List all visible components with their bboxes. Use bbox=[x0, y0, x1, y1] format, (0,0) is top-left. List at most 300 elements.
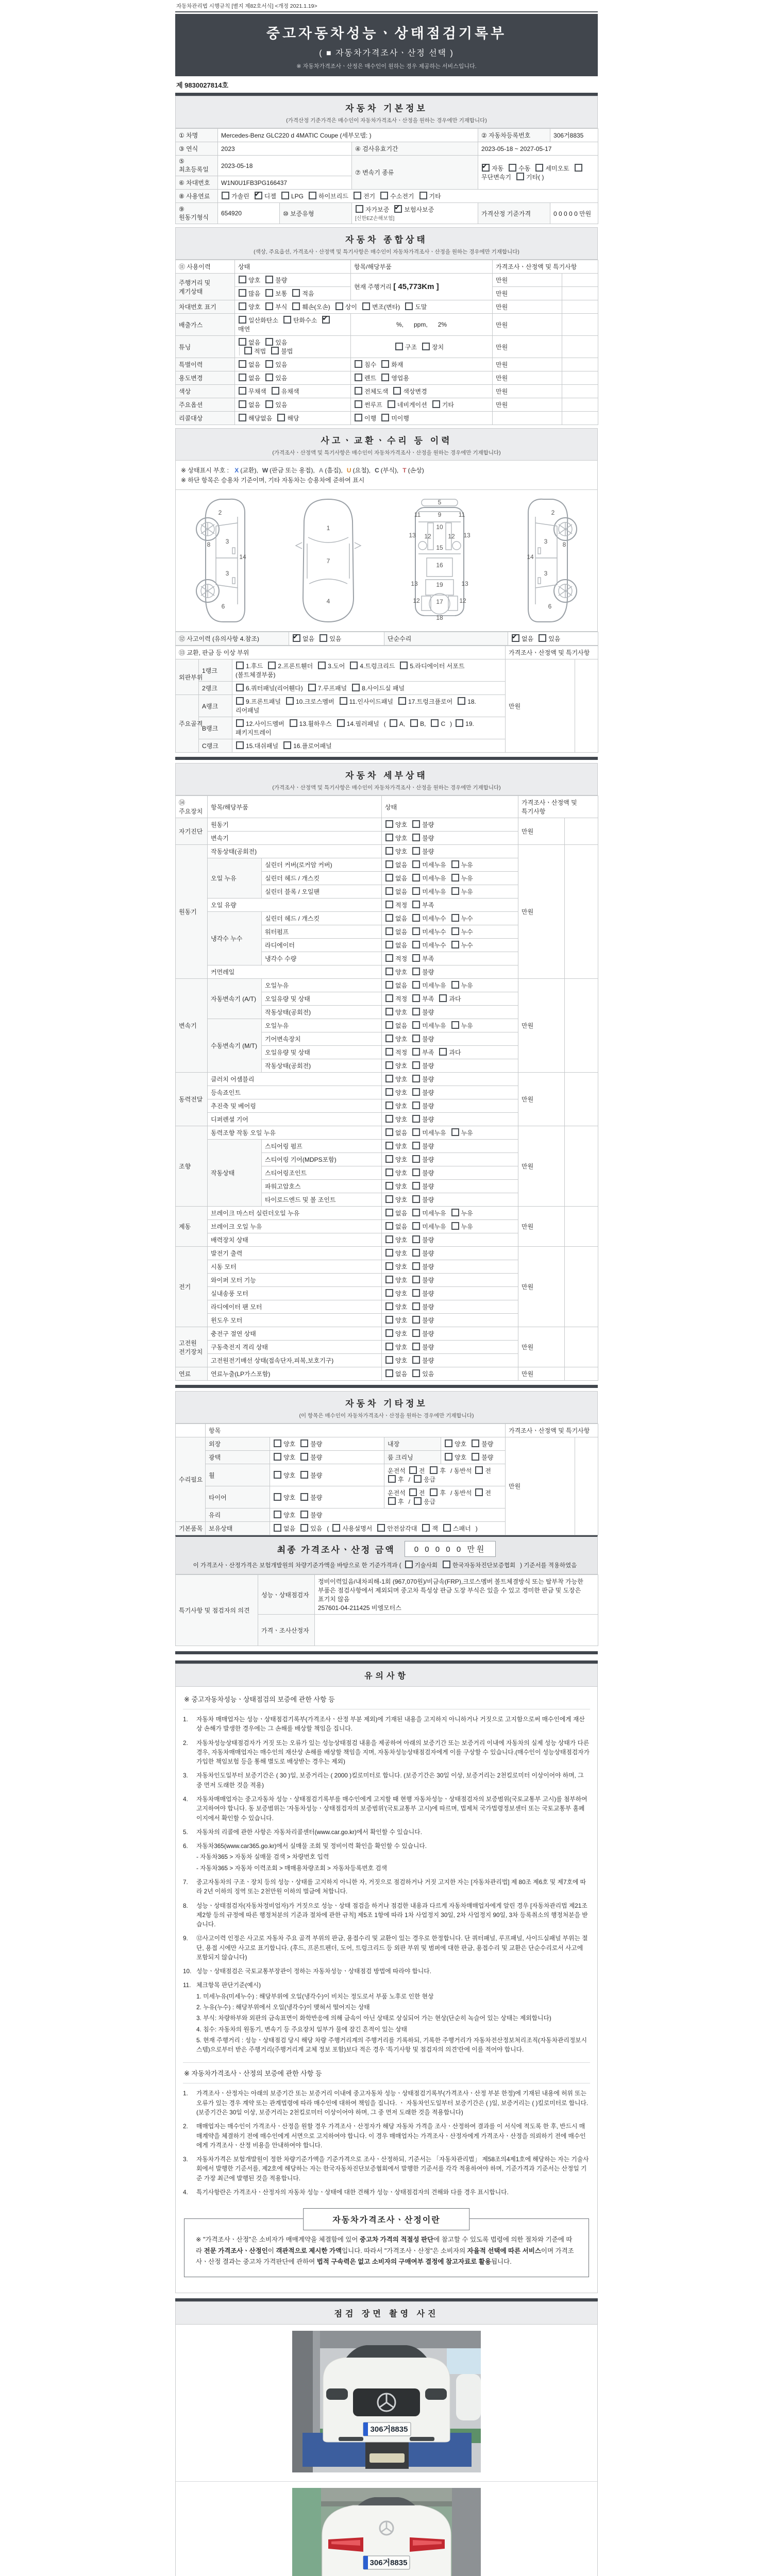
checkbox[interactable] bbox=[412, 1302, 420, 1310]
checkbox[interactable] bbox=[414, 1475, 422, 1483]
appraiser-remarks bbox=[315, 1615, 598, 1646]
inspection-item-options bbox=[382, 818, 518, 832]
checkbox[interactable] bbox=[385, 1168, 393, 1176]
checkbox[interactable] bbox=[385, 1128, 393, 1136]
checkbox[interactable] bbox=[419, 192, 427, 199]
checkbox[interactable] bbox=[409, 1488, 417, 1496]
checkbox-label: 누유 bbox=[461, 1129, 473, 1137]
checkbox[interactable] bbox=[412, 1035, 420, 1042]
checkbox[interactable] bbox=[451, 860, 459, 868]
legend-symbol: A bbox=[318, 467, 324, 474]
checkbox-label: 수동 bbox=[518, 164, 531, 172]
checkbox[interactable] bbox=[385, 1155, 393, 1163]
checkbox[interactable] bbox=[239, 387, 246, 395]
checkbox-label: 변조(변타) bbox=[372, 303, 400, 311]
checkbox[interactable] bbox=[265, 400, 273, 408]
checkbox[interactable] bbox=[412, 1249, 420, 1257]
checkbox[interactable] bbox=[308, 684, 316, 691]
checkbox[interactable] bbox=[412, 1209, 420, 1216]
checkbox[interactable] bbox=[385, 1035, 393, 1042]
checkbox[interactable] bbox=[322, 316, 330, 324]
checkbox[interactable] bbox=[385, 1209, 393, 1216]
notice-item-number: 6. bbox=[183, 1842, 188, 1850]
checkbox[interactable] bbox=[385, 1302, 393, 1310]
checkbox-label: 12.사이드멤버 bbox=[246, 720, 284, 727]
checkbox[interactable] bbox=[239, 400, 246, 408]
diagram-part-number: 18 bbox=[436, 614, 443, 621]
checkbox[interactable] bbox=[274, 1439, 281, 1447]
checkbox[interactable] bbox=[575, 164, 582, 172]
checkbox[interactable] bbox=[539, 634, 546, 642]
section-other-title: 자동차 기타정보 bbox=[345, 1399, 428, 1409]
diagram-part-number: 2 bbox=[218, 509, 222, 516]
inspection-item-options bbox=[382, 832, 518, 845]
checkbox[interactable] bbox=[385, 820, 393, 828]
checkbox[interactable] bbox=[380, 192, 388, 199]
checkbox[interactable] bbox=[451, 874, 459, 882]
checkbox[interactable] bbox=[290, 719, 297, 727]
checkbox[interactable] bbox=[385, 981, 393, 989]
notice-item bbox=[183, 2089, 590, 2117]
checkbox-label: 기타 bbox=[442, 401, 454, 409]
checkbox[interactable] bbox=[482, 164, 490, 172]
checkbox[interactable] bbox=[412, 914, 420, 922]
checkbox-label: 과다 bbox=[449, 995, 461, 1003]
checkbox[interactable] bbox=[385, 1008, 393, 1015]
checkbox[interactable] bbox=[412, 1142, 420, 1149]
checkbox[interactable] bbox=[512, 634, 519, 642]
mileage-note bbox=[562, 274, 598, 287]
notice-item-number: 2. bbox=[183, 2123, 188, 2130]
checkbox[interactable] bbox=[309, 192, 316, 199]
checkbox[interactable] bbox=[385, 1343, 393, 1350]
inspection-photos bbox=[175, 2325, 598, 2576]
checkbox[interactable] bbox=[239, 374, 246, 381]
checkbox[interactable] bbox=[509, 164, 516, 172]
checkbox[interactable] bbox=[412, 1235, 420, 1243]
checkbox[interactable] bbox=[286, 697, 294, 705]
odometer-note bbox=[562, 287, 598, 300]
checkbox-label: 응급 bbox=[423, 1498, 436, 1505]
group-price: 만원 bbox=[518, 1327, 565, 1367]
checkbox[interactable] bbox=[456, 719, 463, 727]
checkbox[interactable] bbox=[412, 1075, 420, 1082]
checkbox[interactable] bbox=[458, 697, 465, 705]
inspection-item-label: 배력장치 상태 bbox=[208, 1233, 382, 1247]
rank2-label: 2랭크 bbox=[199, 682, 232, 695]
checkbox[interactable] bbox=[451, 981, 459, 989]
checkbox[interactable] bbox=[268, 662, 276, 669]
checkbox[interactable] bbox=[412, 1021, 420, 1029]
inspection-item-options bbox=[382, 1126, 518, 1140]
checkbox-label: 유채색 bbox=[281, 388, 299, 395]
checkbox-label: 후 bbox=[398, 1476, 404, 1483]
checkbox[interactable] bbox=[355, 414, 362, 421]
checkbox-label: 후 bbox=[440, 1467, 446, 1475]
checkbox[interactable] bbox=[388, 1475, 396, 1483]
checkbox[interactable] bbox=[412, 968, 420, 975]
checkbox[interactable] bbox=[412, 1182, 420, 1190]
license-plate-front: 306거8835 bbox=[370, 2425, 408, 2434]
other-price-header: 가격조사ㆍ산정액 및 특기사항 bbox=[506, 1424, 598, 1437]
emission-label: 배출가스 bbox=[176, 314, 235, 336]
checkbox[interactable] bbox=[393, 387, 401, 395]
checkbox[interactable] bbox=[300, 1511, 308, 1518]
rank1-options bbox=[232, 659, 506, 682]
checkbox[interactable] bbox=[385, 1235, 393, 1243]
checkbox[interactable] bbox=[385, 1142, 393, 1149]
checkbox[interactable] bbox=[451, 1209, 459, 1216]
checkbox[interactable] bbox=[516, 173, 524, 180]
checkbox[interactable] bbox=[412, 901, 420, 908]
checkbox[interactable] bbox=[293, 634, 300, 642]
checkbox[interactable] bbox=[451, 941, 459, 948]
checkbox[interactable] bbox=[239, 360, 246, 368]
checkbox-label: 누유 bbox=[461, 875, 473, 882]
notice-item bbox=[183, 1715, 590, 1734]
checkbox[interactable] bbox=[300, 1439, 308, 1447]
checkbox[interactable] bbox=[236, 684, 244, 691]
option-text: / bbox=[408, 1476, 410, 1483]
checkbox[interactable] bbox=[335, 302, 343, 310]
checkbox-label: 하이브리드 bbox=[318, 193, 348, 200]
checkbox-label: 16.플로어패널 bbox=[293, 742, 332, 750]
checkbox[interactable] bbox=[236, 662, 244, 669]
checkbox[interactable] bbox=[412, 1316, 420, 1324]
checkbox-label: 해당 bbox=[287, 415, 299, 422]
first-reg-label: ⑤ 최초등록일 bbox=[176, 156, 218, 176]
checkbox[interactable] bbox=[385, 1369, 393, 1377]
checkbox-label: 불량 bbox=[275, 277, 288, 284]
checkbox[interactable] bbox=[412, 834, 420, 841]
section-other-note: (이 항목은 매수인이 자동차가격조사ㆍ산정을 원하는 경우에만 기재합니다) bbox=[299, 1413, 474, 1419]
legend-symbol: X bbox=[234, 467, 239, 474]
checkbox[interactable] bbox=[412, 1276, 420, 1283]
interior-options bbox=[441, 1437, 506, 1451]
inspection-item-label: 오일누유 bbox=[262, 979, 382, 992]
checkbox[interactable] bbox=[236, 741, 244, 749]
checkbox[interactable] bbox=[445, 1453, 452, 1461]
checkbox[interactable] bbox=[236, 697, 244, 705]
checkbox[interactable] bbox=[412, 860, 420, 868]
checkbox[interactable] bbox=[283, 741, 291, 749]
checkbox[interactable] bbox=[277, 414, 285, 421]
checkbox[interactable] bbox=[385, 1101, 393, 1109]
section-basic-note: (가격산정 기준가격은 매수인이 자동차가격조사ㆍ산정을 원하는 경우에만 기재합니다) bbox=[286, 117, 487, 124]
checkbox[interactable] bbox=[385, 1249, 393, 1257]
checkbox[interactable] bbox=[318, 662, 326, 669]
checkbox[interactable] bbox=[244, 347, 252, 354]
checkbox[interactable] bbox=[412, 1262, 420, 1270]
checkbox[interactable] bbox=[451, 927, 459, 935]
checkbox[interactable] bbox=[385, 968, 393, 975]
group-price-note bbox=[565, 1367, 598, 1381]
checkbox[interactable] bbox=[385, 1329, 393, 1337]
section-basic-title: 자동차 기본정보 bbox=[345, 104, 428, 113]
checkbox[interactable] bbox=[274, 1471, 281, 1479]
notice-item bbox=[183, 1794, 590, 1823]
checkbox[interactable] bbox=[409, 1466, 417, 1474]
checkbox[interactable] bbox=[475, 1466, 483, 1474]
checkbox[interactable] bbox=[356, 205, 363, 213]
checkbox[interactable] bbox=[451, 887, 459, 895]
checkbox[interactable] bbox=[412, 954, 420, 962]
checkbox-label: 없음 bbox=[395, 982, 408, 989]
checkbox-label: 2.프론트휀더 bbox=[278, 663, 313, 670]
checkbox[interactable] bbox=[355, 387, 362, 395]
checkbox[interactable] bbox=[385, 1061, 393, 1069]
checkbox[interactable] bbox=[239, 302, 246, 310]
checkbox[interactable] bbox=[398, 697, 406, 705]
color-note bbox=[562, 385, 598, 398]
checkbox[interactable] bbox=[412, 1128, 420, 1136]
checkbox[interactable] bbox=[385, 1356, 393, 1364]
checkbox[interactable] bbox=[388, 1497, 396, 1505]
checkbox[interactable] bbox=[239, 289, 246, 297]
group-price: 만원 bbox=[518, 1367, 565, 1381]
checkbox[interactable] bbox=[265, 338, 273, 346]
checkbox[interactable] bbox=[352, 684, 360, 691]
checkbox-label: 불량 bbox=[422, 1089, 434, 1096]
checkbox[interactable] bbox=[385, 874, 393, 882]
checkbox[interactable] bbox=[265, 289, 273, 297]
checkbox[interactable] bbox=[405, 1561, 413, 1568]
checkbox[interactable] bbox=[239, 338, 246, 346]
checkbox[interactable] bbox=[265, 360, 273, 368]
checkbox[interactable] bbox=[385, 1289, 393, 1297]
checkbox[interactable] bbox=[432, 400, 440, 408]
checkbox[interactable] bbox=[412, 887, 420, 895]
checkbox[interactable] bbox=[451, 1222, 459, 1230]
main-option-kind-options bbox=[351, 398, 493, 412]
checkbox[interactable] bbox=[385, 1048, 393, 1056]
checkbox[interactable] bbox=[283, 316, 291, 324]
notice-item-number: 10. bbox=[183, 1968, 192, 1975]
checkbox[interactable] bbox=[385, 1021, 393, 1029]
checkbox[interactable] bbox=[385, 927, 393, 935]
checkbox[interactable] bbox=[272, 387, 279, 395]
rank-price: 만원 bbox=[506, 659, 575, 753]
checkbox[interactable] bbox=[390, 719, 397, 727]
checkbox[interactable] bbox=[472, 1439, 479, 1447]
checkbox[interactable] bbox=[412, 1155, 420, 1163]
checkbox[interactable] bbox=[274, 1511, 281, 1518]
checkbox[interactable] bbox=[400, 662, 408, 669]
checkbox[interactable] bbox=[385, 1195, 393, 1203]
notice-item-subtext: 3. 부식: 차량하부와 외판의 금속표면이 화학반응에 의해 금속이 아닌 상태로 상실되어 가는 현상(단순히 녹슬어 있는 상태는 제외합니다) bbox=[196, 2014, 551, 2022]
checkbox[interactable] bbox=[412, 1101, 420, 1109]
checkbox[interactable] bbox=[412, 927, 420, 935]
checkbox[interactable] bbox=[381, 360, 389, 368]
checkbox[interactable] bbox=[239, 414, 246, 421]
checkbox[interactable] bbox=[430, 1488, 438, 1496]
checkbox[interactable] bbox=[412, 1289, 420, 1297]
checkbox[interactable] bbox=[239, 316, 246, 324]
car-diagram-underbody bbox=[396, 496, 483, 625]
checkbox-label: 19.패키지트레이 bbox=[236, 720, 474, 736]
checkbox[interactable] bbox=[451, 1128, 459, 1136]
checkbox[interactable] bbox=[412, 1008, 420, 1015]
checkbox-label: 불량 bbox=[422, 1196, 434, 1204]
checkbox[interactable] bbox=[405, 302, 413, 310]
checkbox[interactable] bbox=[412, 1356, 420, 1364]
checkbox[interactable] bbox=[385, 887, 393, 895]
checkbox[interactable] bbox=[236, 719, 244, 727]
checkbox[interactable] bbox=[412, 874, 420, 882]
checkbox[interactable] bbox=[385, 860, 393, 868]
checkbox[interactable] bbox=[412, 1343, 420, 1350]
checkbox[interactable] bbox=[354, 192, 361, 199]
checkbox[interactable] bbox=[385, 1262, 393, 1270]
checkbox[interactable] bbox=[355, 400, 362, 408]
diagram-part-number: 3 bbox=[544, 570, 548, 577]
checkbox-label: 양호 bbox=[248, 277, 261, 284]
checkbox[interactable] bbox=[381, 374, 389, 381]
checkbox[interactable] bbox=[385, 914, 393, 922]
checkbox[interactable] bbox=[412, 1222, 420, 1230]
checkbox[interactable] bbox=[274, 1453, 281, 1461]
checkbox[interactable] bbox=[535, 164, 543, 172]
checkbox[interactable] bbox=[337, 719, 345, 727]
photo-front bbox=[176, 2325, 597, 2482]
price-box-segment: 이 bbox=[267, 2247, 276, 2255]
checkbox-label: 적법 bbox=[254, 348, 266, 355]
checkbox[interactable] bbox=[385, 1182, 393, 1190]
checkbox-label: 적정 bbox=[395, 1049, 408, 1056]
diagram-part-number: 15 bbox=[436, 544, 443, 551]
checkbox[interactable] bbox=[222, 192, 229, 199]
rankA-options bbox=[232, 695, 506, 717]
checkbox[interactable] bbox=[292, 302, 300, 310]
checkbox[interactable] bbox=[300, 1493, 308, 1501]
checkbox[interactable] bbox=[412, 1369, 420, 1377]
checkbox-label: 불량 bbox=[422, 1143, 434, 1150]
inspector-label: 성능ㆍ상태점검자 bbox=[258, 1575, 315, 1615]
col-detail-state: 상태 bbox=[382, 796, 518, 818]
checkbox-label: 있음 bbox=[275, 401, 288, 409]
checkbox[interactable] bbox=[385, 847, 393, 855]
checkbox[interactable] bbox=[475, 1488, 483, 1496]
checkbox-label: 없음 bbox=[395, 1370, 408, 1378]
checkbox[interactable] bbox=[281, 192, 289, 199]
checkbox[interactable] bbox=[443, 1524, 451, 1532]
checkbox[interactable] bbox=[412, 994, 420, 1002]
checkbox[interactable] bbox=[274, 1493, 281, 1501]
checkbox[interactable] bbox=[445, 1439, 452, 1447]
checkbox[interactable] bbox=[443, 1561, 450, 1568]
checkbox[interactable] bbox=[271, 347, 279, 354]
checkbox[interactable] bbox=[385, 954, 393, 962]
checkbox[interactable] bbox=[414, 1497, 422, 1505]
notice-items-1 bbox=[183, 1715, 590, 2054]
checkbox[interactable] bbox=[255, 192, 262, 199]
checkbox-label: 불량 bbox=[310, 1512, 323, 1519]
checkbox[interactable] bbox=[451, 1021, 459, 1029]
col-device: ⑭ 주요장치 bbox=[176, 796, 208, 818]
checkbox[interactable] bbox=[239, 276, 246, 283]
checkbox[interactable] bbox=[320, 634, 327, 642]
checkbox[interactable] bbox=[439, 1048, 447, 1056]
wheel-options bbox=[270, 1464, 384, 1486]
final-price-label: 최종 가격조사ㆍ산정 금액 bbox=[277, 1545, 395, 1555]
checkbox[interactable] bbox=[350, 662, 358, 669]
checkbox[interactable] bbox=[274, 1524, 281, 1532]
checkbox[interactable] bbox=[355, 360, 362, 368]
checkbox[interactable] bbox=[412, 1048, 420, 1056]
checkbox[interactable] bbox=[412, 981, 420, 989]
checkbox-label: 없음 bbox=[395, 928, 408, 936]
checkbox[interactable] bbox=[394, 205, 402, 213]
checkbox[interactable] bbox=[422, 343, 430, 350]
checkbox-label: 매연 bbox=[238, 326, 250, 333]
checkbox[interactable] bbox=[412, 1168, 420, 1176]
checkbox[interactable] bbox=[412, 1061, 420, 1069]
checkbox[interactable] bbox=[300, 1471, 308, 1479]
checkbox[interactable] bbox=[385, 1222, 393, 1230]
checkbox[interactable] bbox=[377, 1524, 385, 1532]
checkbox[interactable] bbox=[412, 1088, 420, 1096]
checkbox[interactable] bbox=[422, 1524, 430, 1532]
inspection-item-label: 윈도우 모터 bbox=[208, 1314, 382, 1327]
checkbox[interactable] bbox=[412, 820, 420, 828]
checkbox[interactable] bbox=[439, 994, 447, 1002]
checkbox[interactable] bbox=[385, 901, 393, 908]
checkbox[interactable] bbox=[265, 302, 273, 310]
option-text: 이 가격조사ㆍ산정가격은 보험개발원의 차량기준가액을 바탕으로 한 기준가격과 ( bbox=[193, 1563, 401, 1569]
checkbox[interactable] bbox=[292, 289, 300, 297]
checkbox[interactable] bbox=[300, 1524, 308, 1532]
recall-done-options bbox=[351, 412, 493, 425]
col-item: 항목/해당부품 bbox=[351, 260, 493, 274]
checkbox[interactable] bbox=[385, 1316, 393, 1324]
checkbox[interactable] bbox=[388, 400, 395, 408]
checkbox[interactable] bbox=[385, 834, 393, 841]
vin-mark-price: 만원 bbox=[493, 300, 562, 314]
checkbox[interactable] bbox=[430, 1466, 438, 1474]
checkbox[interactable] bbox=[385, 1075, 393, 1082]
car-name-value: Mercedes-Benz GLC220 d 4MATIC Coupe (세부모델: ) bbox=[218, 129, 478, 142]
checkbox[interactable] bbox=[385, 994, 393, 1002]
checkbox[interactable] bbox=[410, 719, 418, 727]
checkbox[interactable] bbox=[385, 1088, 393, 1096]
checkbox[interactable] bbox=[385, 1115, 393, 1123]
checkbox[interactable] bbox=[412, 1115, 420, 1123]
checkbox[interactable] bbox=[395, 343, 403, 350]
checkbox[interactable] bbox=[431, 719, 439, 727]
checkbox[interactable] bbox=[332, 1524, 340, 1532]
checkbox[interactable] bbox=[412, 847, 420, 855]
checkbox[interactable] bbox=[265, 374, 273, 381]
checkbox[interactable] bbox=[340, 697, 347, 705]
checkbox-label: 불량 bbox=[310, 1440, 323, 1448]
checkbox[interactable] bbox=[412, 1329, 420, 1337]
checkbox[interactable] bbox=[451, 914, 459, 922]
detail-state-table bbox=[175, 795, 598, 1381]
checkbox[interactable] bbox=[362, 302, 370, 310]
checkbox[interactable] bbox=[472, 1453, 479, 1461]
checkbox[interactable] bbox=[412, 1195, 420, 1203]
notice-item bbox=[183, 2122, 590, 2150]
usage-change-options bbox=[235, 371, 351, 385]
checkbox[interactable] bbox=[385, 941, 393, 948]
checkbox[interactable] bbox=[355, 374, 362, 381]
document-number: 제 9830027814호 bbox=[176, 81, 229, 89]
checkbox[interactable] bbox=[265, 276, 273, 283]
checkbox[interactable] bbox=[300, 1453, 308, 1461]
checkbox[interactable] bbox=[385, 1276, 393, 1283]
checkbox[interactable] bbox=[381, 414, 389, 421]
checkbox[interactable] bbox=[412, 941, 420, 948]
